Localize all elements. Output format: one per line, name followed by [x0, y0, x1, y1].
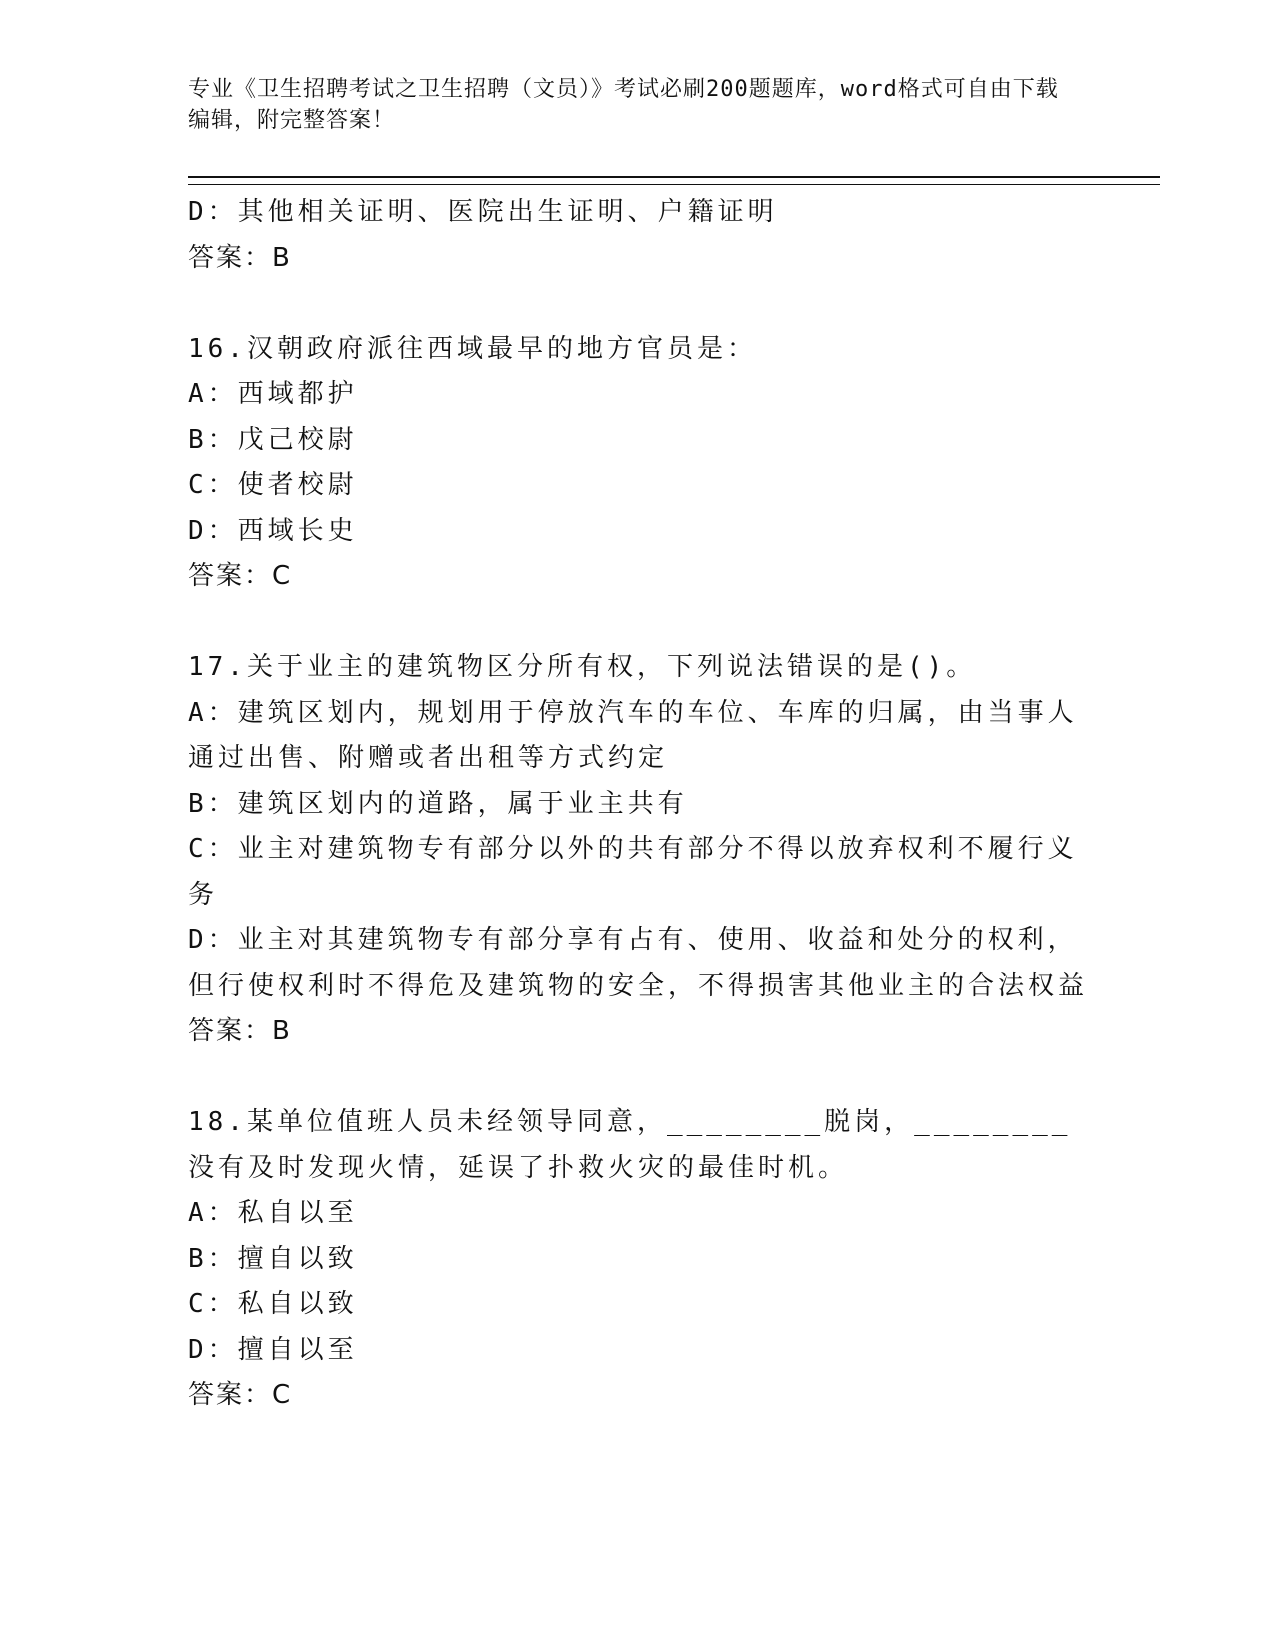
- option-d: D：业主对其建筑物专有部分享有占有、使用、收益和处分的权利，但行使权利时不得危及建筑物的安全，不得损害其他业主的合法权益: [188, 925, 1089, 1001]
- answer-line: 答案：B: [188, 242, 292, 273]
- option-c: C：使者校尉: [188, 470, 358, 500]
- answer-line: 答案：B: [188, 1016, 292, 1046]
- question-stem: 18.某单位值班人员未经领导同意，________脱岗，________没有及时发现火情，延误了扑救火灾的最佳时机。: [188, 1107, 1072, 1183]
- option-b: B：戊己校尉: [188, 424, 358, 455]
- option-a: A：建筑区划内，规划用于停放汽车的车位、车库的归属，由当事人通过出售、附赠或者出租等方式约定: [188, 697, 1078, 773]
- option-d: D：西域长史: [188, 515, 358, 546]
- spacer: [188, 600, 1088, 646]
- option-c: C：私自以致: [188, 1289, 358, 1319]
- answer-line: 答案：C: [188, 1380, 293, 1410]
- option-d: D：擅自以至: [188, 1334, 358, 1365]
- question-18: [188, 1100, 1088, 1419]
- answer-line: 答案：C: [188, 561, 293, 591]
- spacer: [188, 1055, 1088, 1101]
- previous-question-tail: [188, 190, 1088, 281]
- option-b: B：擅自以致: [188, 1243, 358, 1274]
- question-stem: 16.汉朝政府派往西域最早的地方官员是：: [188, 333, 757, 364]
- question-16: [188, 327, 1088, 600]
- option-a: A：私自以至: [188, 1198, 358, 1228]
- option-a: A：西域都护: [188, 379, 358, 409]
- option-b: B：建筑区划内的道路，属于业主共有: [188, 788, 688, 819]
- question-stem: 17.关于业主的建筑物区分所有权，下列说法错误的是()。: [188, 652, 977, 682]
- question-list: [188, 190, 1088, 1419]
- document-header: 专业《卫生招聘考试之卫生招聘（文员）》考试必刷200题题库，word格式可自由下载编辑，附完整答案！: [188, 77, 1059, 133]
- header-divider: [188, 176, 1160, 185]
- question-17: [188, 645, 1088, 1055]
- spacer: [188, 281, 1088, 327]
- option-d: D：其他相关证明、医院出生证明、户籍证明: [188, 197, 778, 227]
- option-c: C：业主对建筑物专有部分以外的共有部分不得以放弃权利不履行义务: [188, 834, 1078, 910]
